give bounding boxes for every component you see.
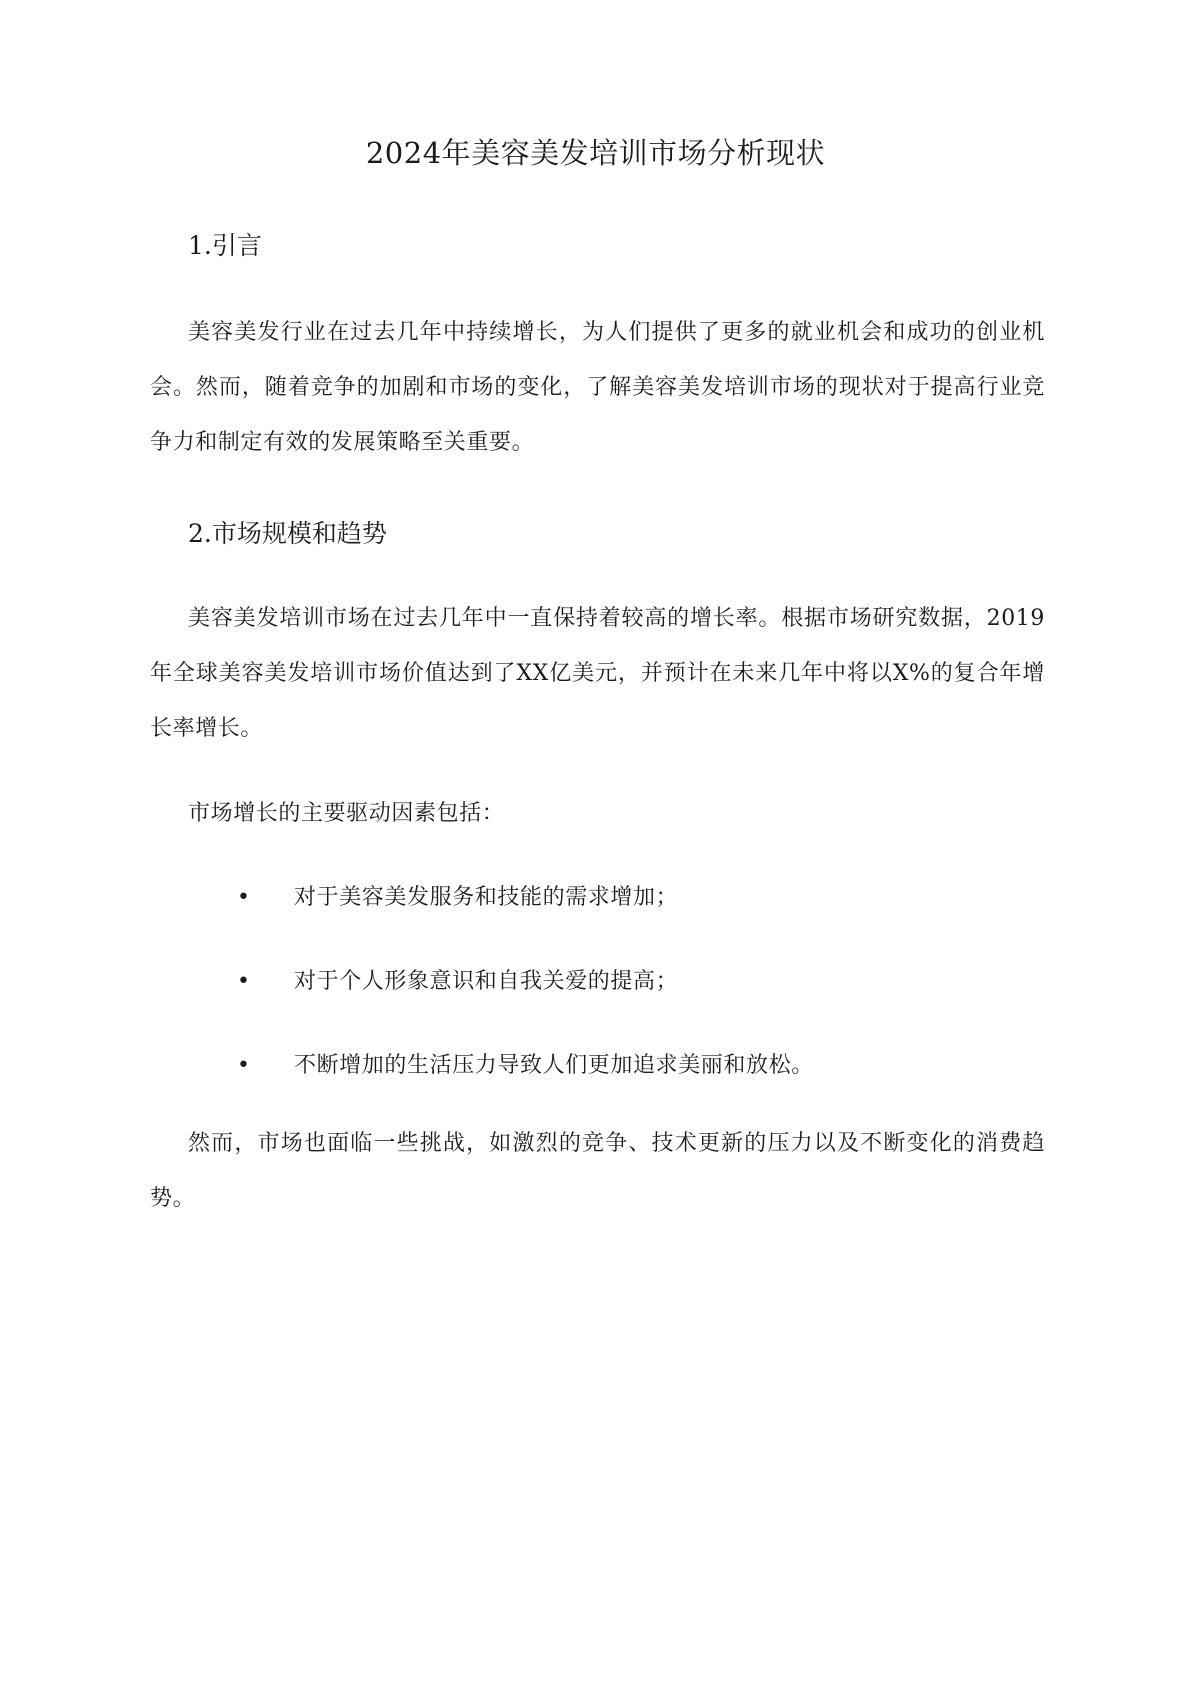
paragraph-market-growth: 美容美发培训市场在过去几年中一直保持着较高的增长率。根据市场研究数据，2019年全球美容美发培训市场价值达到了XX亿美元，并预计在未来几年中将以X%的复合年增长率增长。 xyxy=(150,606,1045,741)
paragraph-drivers-intro: 市场增长的主要驱动因素包括： xyxy=(188,801,505,826)
bullet-symbol: • xyxy=(237,885,251,910)
paragraph-challenges: 然而，市场也面临一些挑战，如激烈的竞争、技术更新的压力以及不断变化的消费趋势。 xyxy=(150,1131,1045,1211)
bullet-symbol: • xyxy=(237,969,251,994)
bullet-text: 对于美容美发服务和技能的需求增加； xyxy=(294,885,679,910)
paragraph-introduction: 美容美发行业在过去几年中持续增长，为人们提供了更多的就业机会和成功的创业机会。然而，随着竞争的加剧和市场的变化，了解美容美发培训市场的现状对于提高行业竞争力和制定有效的发展策略至关重要。 xyxy=(150,320,1045,455)
bullet-text: 不断增加的生活压力导致人们更加追求美丽和放松。 xyxy=(294,1053,814,1078)
section-heading-market-size: 2.市场规模和趋势 xyxy=(188,519,387,548)
bullet-text: 对于个人形象意识和自我关爱的提高； xyxy=(294,969,679,994)
document-title: 2024年美容美发培训市场分析现状 xyxy=(365,136,826,170)
bullet-symbol: • xyxy=(237,1053,251,1078)
section-heading-introduction: 1.引言 xyxy=(188,231,262,260)
